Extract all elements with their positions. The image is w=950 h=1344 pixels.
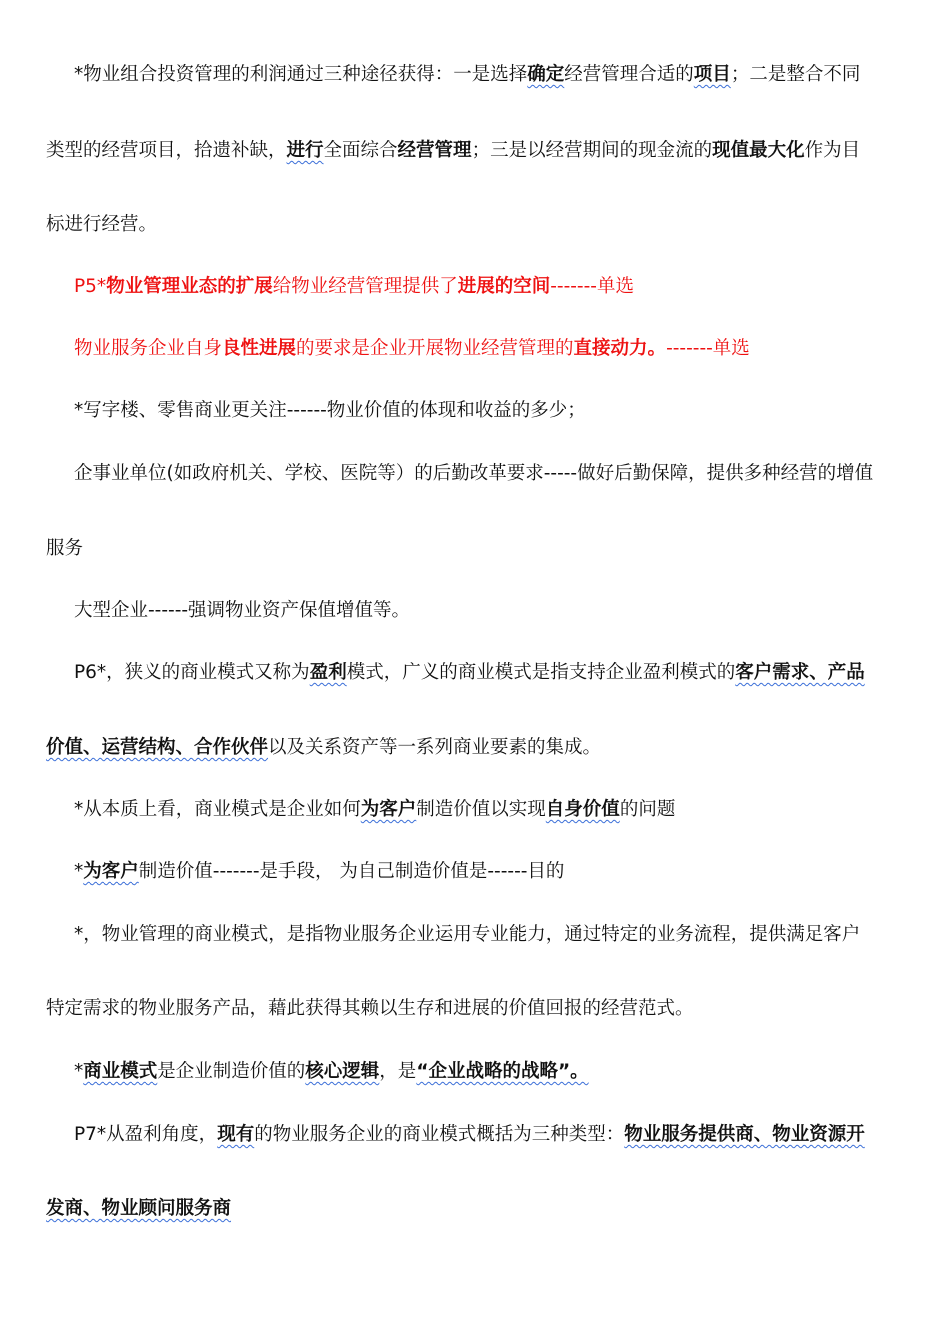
text-run: ；二是整合不同 <box>730 64 861 85</box>
bold-text-run: 核心逻辑 <box>305 1061 380 1082</box>
text-run: *物业组合投资管理的利润通过三种途径获得：一是选择 <box>74 64 528 85</box>
paragraph-line <box>74 337 750 361</box>
bold-text-run: “企业战略的战略”。 <box>416 1061 589 1082</box>
bold-text-run: 现值最大化 <box>712 140 805 161</box>
text-run: 的物业服务企业的商业模式概括为三种类型： <box>254 1124 625 1145</box>
text-run: 是企业制造价值的 <box>157 1061 306 1082</box>
text-run: 经营管理合适的 <box>564 64 694 85</box>
bold-text-run: 价值、运营结构、合作伙伴 <box>46 737 269 758</box>
paragraph-line <box>46 213 157 237</box>
text-run: 企事业单位(如政府机关、学校、医院等）的后勤改革要求-----做好后勤保障，提供多种经营的增值 <box>74 463 874 484</box>
text-run: 特定需求的物业服务产品，藉此获得其赖以生存和进展的价值回报的经营范式。 <box>46 998 694 1019</box>
bold-text-run: 确定 <box>527 64 565 85</box>
text-run: 全面综合 <box>323 140 398 161</box>
paragraph-line <box>74 798 675 822</box>
bold-text-run: 物业服务提供商、物业资源开 <box>624 1124 865 1145</box>
paragraph-line <box>74 599 410 623</box>
bold-text-run: 客户需求、产品 <box>735 662 865 683</box>
paragraph-line <box>74 275 634 299</box>
bold-text-run: 自身价值 <box>545 799 620 820</box>
text-run: 制造价值以实现 <box>416 799 546 820</box>
bold-text-run: 盈利 <box>309 662 347 683</box>
text-run: P6*，狭义的商业模式又称为 <box>74 662 310 683</box>
text-run: P7*从盈利角度， <box>74 1124 218 1145</box>
text-run: ；三是以经营期间的现金流的 <box>471 140 713 161</box>
text-run: 大型企业------强调物业资产保值增值等。 <box>74 600 411 621</box>
paragraph-line <box>46 139 860 163</box>
bold-text-run: 为客户 <box>83 861 139 882</box>
text-run: 以及关系资产等一系列商业要素的集成。 <box>268 737 602 758</box>
text-run: *，物业管理的商业模式，是指物业服务企业运用专业能力，通过特定的业务流程，提供满足客户 <box>74 924 861 945</box>
highlighted-text-run: -------单选 <box>666 338 750 359</box>
paragraph-line <box>74 63 860 87</box>
highlighted-text-run: 物业管理业态的扩展 <box>106 276 273 297</box>
text-run: 的问题 <box>619 799 676 820</box>
paragraph-line <box>74 1123 865 1147</box>
paragraph-line <box>74 462 873 486</box>
text-run: 作为目 <box>804 140 861 161</box>
highlighted-text-run: 给物业经营管理提供了 <box>272 276 458 297</box>
highlighted-text-run: 直接动力。 <box>573 338 667 359</box>
text-run: * <box>74 1061 84 1082</box>
paragraph-line <box>74 661 865 685</box>
bold-text-run: 项目 <box>693 64 731 85</box>
bold-text-run: 为客户 <box>360 799 417 820</box>
paragraph-line <box>46 1197 231 1221</box>
text-run: * <box>74 861 84 882</box>
text-run: ，是 <box>379 1061 417 1082</box>
paragraph-line <box>74 399 586 423</box>
paragraph-line <box>74 923 860 947</box>
bold-text-run: 发商、物业顾问服务商 <box>46 1198 232 1219</box>
text-run: 标进行经营。 <box>46 214 158 235</box>
bold-text-run: 商业模式 <box>83 1061 158 1082</box>
paragraph-line <box>46 537 83 561</box>
highlighted-text-run: 进展的空间 <box>457 276 551 297</box>
paragraph-line <box>46 736 601 760</box>
text-run: *写字楼、零售商业更关注------物业价值的体现和收益的多少； <box>74 400 586 421</box>
text-run: 类型的经营项目，拾遗补缺， <box>46 140 287 161</box>
highlighted-text-run: P5* <box>74 276 107 297</box>
bold-text-run: 进行 <box>286 140 324 161</box>
paragraph-line <box>74 860 564 884</box>
highlighted-text-run: 良性进展 <box>222 338 297 359</box>
text-run: *从本质上看，商业模式是企业如何 <box>74 799 361 820</box>
text-run: 模式，广义的商业模式是指支持企业盈利模式的 <box>346 662 736 683</box>
bold-text-run: 经营管理 <box>397 140 472 161</box>
text-run: 制造价值-------是手段， 为自己制造价值是------目的 <box>138 861 565 882</box>
highlighted-text-run: 的要求是企业开展物业经营管理的 <box>296 338 574 359</box>
text-run: 服务 <box>46 538 84 559</box>
paragraph-line <box>74 1060 589 1084</box>
paragraph-line <box>46 997 694 1021</box>
highlighted-text-run: 物业服务企业自身 <box>74 338 223 359</box>
highlighted-text-run: -------单选 <box>550 276 634 297</box>
bold-text-run: 现有 <box>217 1124 255 1145</box>
